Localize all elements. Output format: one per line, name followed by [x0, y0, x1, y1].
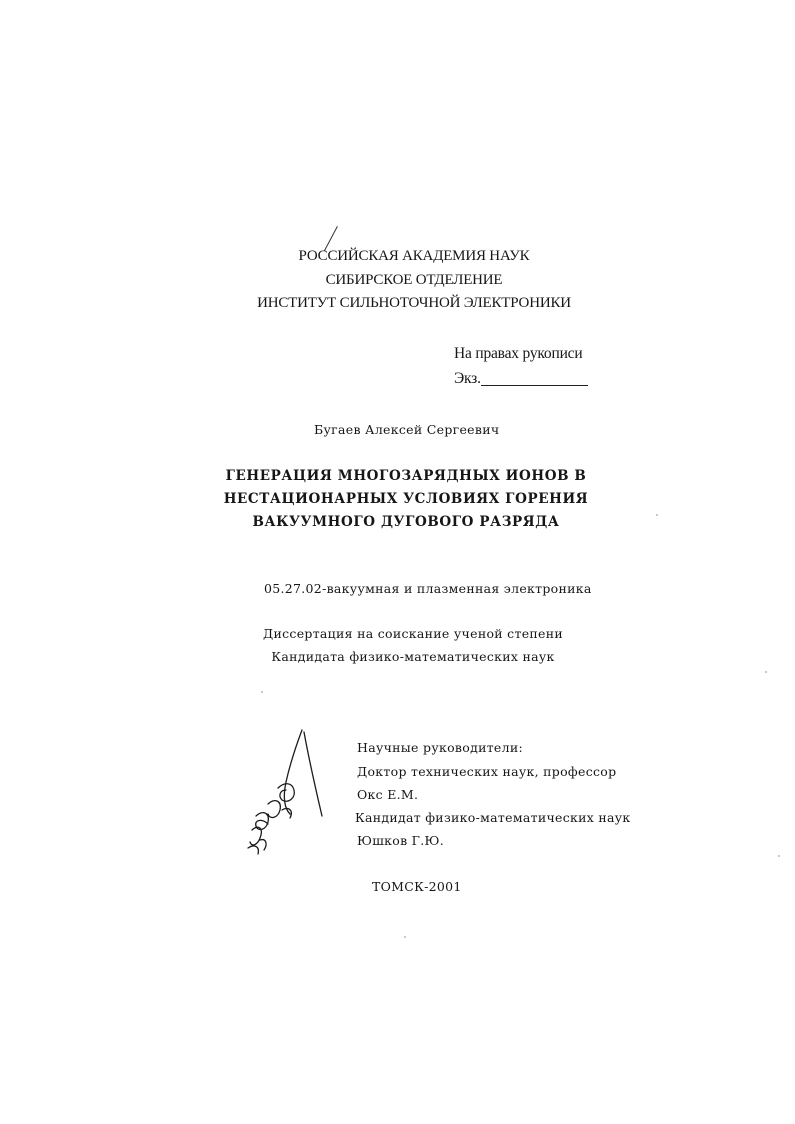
supervisor-2-degree: Кандидат физико-математических наук — [355, 810, 631, 825]
copy-label: Экз. — [454, 370, 481, 387]
header-institute: ИНСТИТУТ СИЛЬНОТОЧНОЙ ЭЛЕКТРОНИКИ — [257, 295, 571, 311]
scan-speck — [778, 855, 780, 857]
dissertation-degree: Кандидата физико-математических наук — [271, 649, 555, 664]
scan-speck — [404, 936, 406, 938]
title-line-2: НЕСТАЦИОНАРНЫХ УСЛОВИЯХ ГОРЕНИЯ — [223, 491, 589, 507]
scan-speck — [656, 514, 658, 516]
supervisors-heading: Научные руководители: — [357, 740, 524, 755]
scan-speck — [765, 671, 767, 673]
title-line-1: ГЕНЕРАЦИЯ МНОГОЗАРЯДНЫХ ИОНОВ В — [225, 468, 587, 484]
author-name: Бугаев Алексей Сергеевич — [314, 422, 500, 437]
dissertation-purpose: Диссертация на соискание ученой степени — [263, 626, 563, 641]
copy-number-blank — [481, 385, 588, 386]
supervisor-1-degree: Доктор технических наук, профессор — [357, 764, 617, 779]
header-academy: РОССИЙСКАЯ АКАДЕМИЯ НАУК — [298, 248, 530, 264]
title-line-3: ВАКУУМНОГО ДУГОВОГО РАЗРЯДА — [252, 514, 560, 530]
scan-speck — [261, 691, 263, 693]
supervisor-1-name: Окс Е.М. — [357, 787, 419, 802]
specialty-code: 05.27.02-вакуумная и плазменная электроника — [264, 581, 592, 596]
manuscript-rights: На правах рукописи — [454, 345, 583, 362]
city-year: ТОМСК-2001 — [372, 879, 462, 894]
supervisor-2-name: Юшков Г.Ю. — [357, 833, 445, 848]
author-signature — [238, 724, 338, 864]
header-branch: СИБИРСКОЕ ОТДЕЛЕНИЕ — [325, 272, 503, 288]
